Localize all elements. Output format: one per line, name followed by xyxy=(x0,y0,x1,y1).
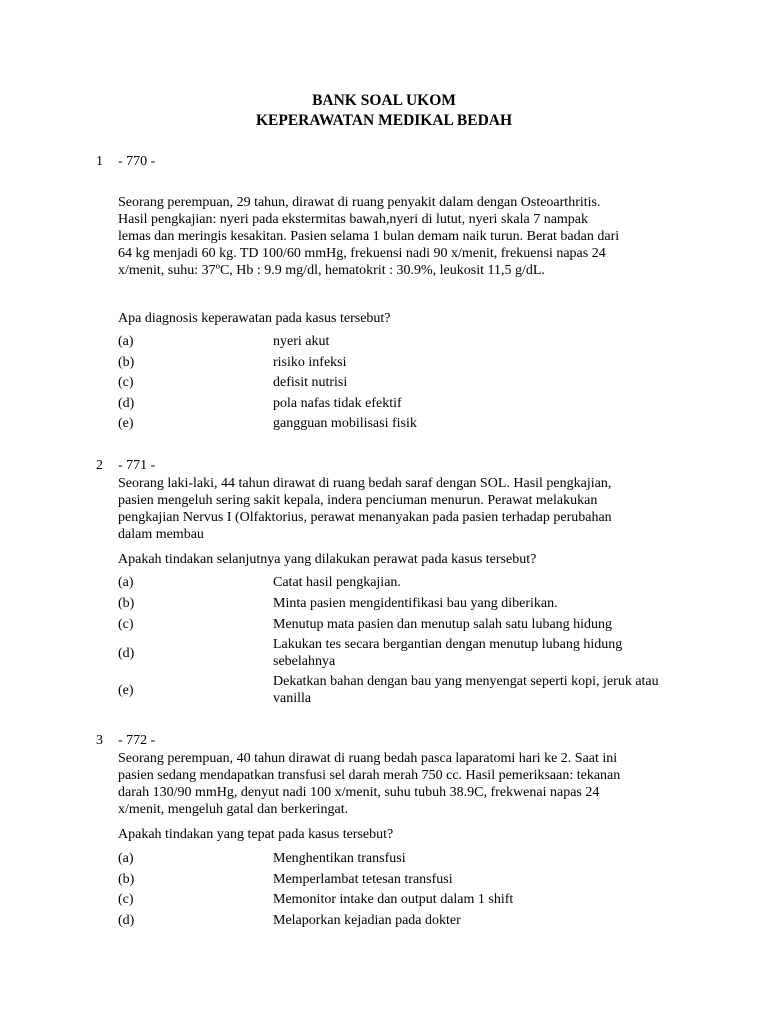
case-line: dalam membau xyxy=(118,527,204,542)
case-line: pasien mengeluh sering sakit kepala, indera penciuman menurun. Perawat melakukan xyxy=(118,493,598,508)
case-description xyxy=(118,194,678,279)
option-text: nyeri akut xyxy=(273,334,330,349)
option-text: Menutup mata pasien dan menutup salah satu lubang hidung xyxy=(273,617,613,632)
case-line: Seorang laki-laki, 44 tahun dirawat di ruang bedah saraf dengan SOL. Hasil pengkajian, xyxy=(118,476,612,491)
option-label: (d) xyxy=(118,396,135,411)
document-title: BANK SOAL UKOM xyxy=(312,92,456,109)
case-line: pengkajian Nervus I (Olfaktorius, perawat menanyakan pada pasien terhadap perubahan xyxy=(118,510,612,525)
question-code: - 772 - xyxy=(118,733,156,748)
question-number: 3 xyxy=(96,733,103,748)
option-text: Lakukan tes secara bergantian dengan menutup lubang hidung sebelahnya xyxy=(273,637,623,669)
answer-option xyxy=(118,871,688,888)
option-text: risiko infeksi xyxy=(273,355,347,370)
answer-option xyxy=(118,850,688,867)
question-prompt: Apa diagnosis keperawatan pada kasus tersebut? xyxy=(118,311,391,326)
option-label: (e) xyxy=(118,416,134,431)
question-code: - 770 - xyxy=(118,154,156,169)
option-text: Menghentikan transfusi xyxy=(273,851,406,866)
question-number: 2 xyxy=(96,458,103,473)
option-text: pola nafas tidak efektif xyxy=(273,396,402,411)
option-text: gangguan mobilisasi fisik xyxy=(273,416,417,431)
answer-option xyxy=(118,595,688,612)
case-line: 64 kg menjadi 60 kg. TD 100/60 mmHg, frekuensi nadi 90 x/menit, frekuensi napas 24 xyxy=(118,246,606,261)
option-label: (b) xyxy=(118,355,135,370)
case-line: Seorang perempuan, 40 tahun dirawat di ruang bedah pasca laparatomi hari ke 2. Saat ini xyxy=(118,751,618,766)
option-label: (d) xyxy=(118,913,135,928)
option-text: Minta pasien mengidentifikasi bau yang diberikan. xyxy=(273,596,558,611)
option-text: Melaporkan kejadian pada dokter xyxy=(273,913,461,928)
case-description xyxy=(118,475,678,543)
answer-option xyxy=(118,395,688,412)
option-label: (a) xyxy=(118,334,134,349)
answer-option xyxy=(118,891,688,908)
option-text: Dekatkan bahan dengan bau yang menyengat seperti kopi, jeruk atau vanilla xyxy=(273,674,659,706)
answer-option xyxy=(118,574,688,591)
answer-option xyxy=(118,636,688,670)
answer-option xyxy=(118,616,688,633)
question-code: - 771 - xyxy=(118,458,156,473)
option-text: Memperlambat tetesan transfusi xyxy=(273,872,453,887)
case-line: pasien sedang mendapatkan transfusi sel darah merah 750 cc. Hasil pemeriksaan: tekanan xyxy=(118,768,621,783)
question-number: 1 xyxy=(96,154,103,169)
option-label: (d) xyxy=(118,645,135,661)
option-text: Memonitor intake dan output dalam 1 shift xyxy=(273,892,514,907)
question-prompt: Apakah tindakan yang tepat pada kasus tersebut? xyxy=(118,827,394,842)
answer-option xyxy=(118,374,688,391)
option-text: Catat hasil pengkajian. xyxy=(273,575,401,590)
document-subtitle: KEPERAWATAN MEDIKAL BEDAH xyxy=(255,112,513,129)
option-text: defisit nutrisi xyxy=(273,375,348,390)
case-line: x/menit, suhu: 37ºC, Hb : 9.9 mg/dl, hematokrit : 30.9%, leukosit 11,5 g/dL. xyxy=(118,263,545,278)
case-line: Seorang perempuan, 29 tahun, dirawat di ruang penyakit dalam dengan Osteoarthritis. xyxy=(118,195,601,210)
case-line: Hasil pengkajian: nyeri pada ekstermitas bawah,nyeri di lutut, nyeri skala 7 nampak xyxy=(118,212,589,227)
case-line: darah 130/90 mmHg, denyut nadi 100 x/menit, suhu tubuh 38.9C, frekwenai napas 24 xyxy=(118,785,600,800)
answer-option xyxy=(118,354,688,371)
option-label: (a) xyxy=(118,851,134,866)
option-label: (c) xyxy=(118,892,134,907)
answer-option xyxy=(118,415,688,432)
option-label: (b) xyxy=(118,596,135,611)
option-label: (b) xyxy=(118,872,135,887)
option-label: (c) xyxy=(118,617,134,632)
option-label: (c) xyxy=(118,375,134,390)
case-line: lemas dan meringis kesakitan. Pasien selama 1 bulan demam naik turun. Berat badan dari xyxy=(118,229,620,244)
option-label: (a) xyxy=(118,575,134,590)
question-prompt: Apakah tindakan selanjutnya yang dilakukan perawat pada kasus tersebut? xyxy=(118,552,537,567)
option-label: (e) xyxy=(118,682,134,698)
case-line: x/menit, mengeluh gatal dan berkeringat. xyxy=(118,802,349,817)
answer-option xyxy=(118,673,688,707)
case-description xyxy=(118,750,678,818)
answer-option xyxy=(118,912,688,929)
answer-option xyxy=(118,333,688,350)
